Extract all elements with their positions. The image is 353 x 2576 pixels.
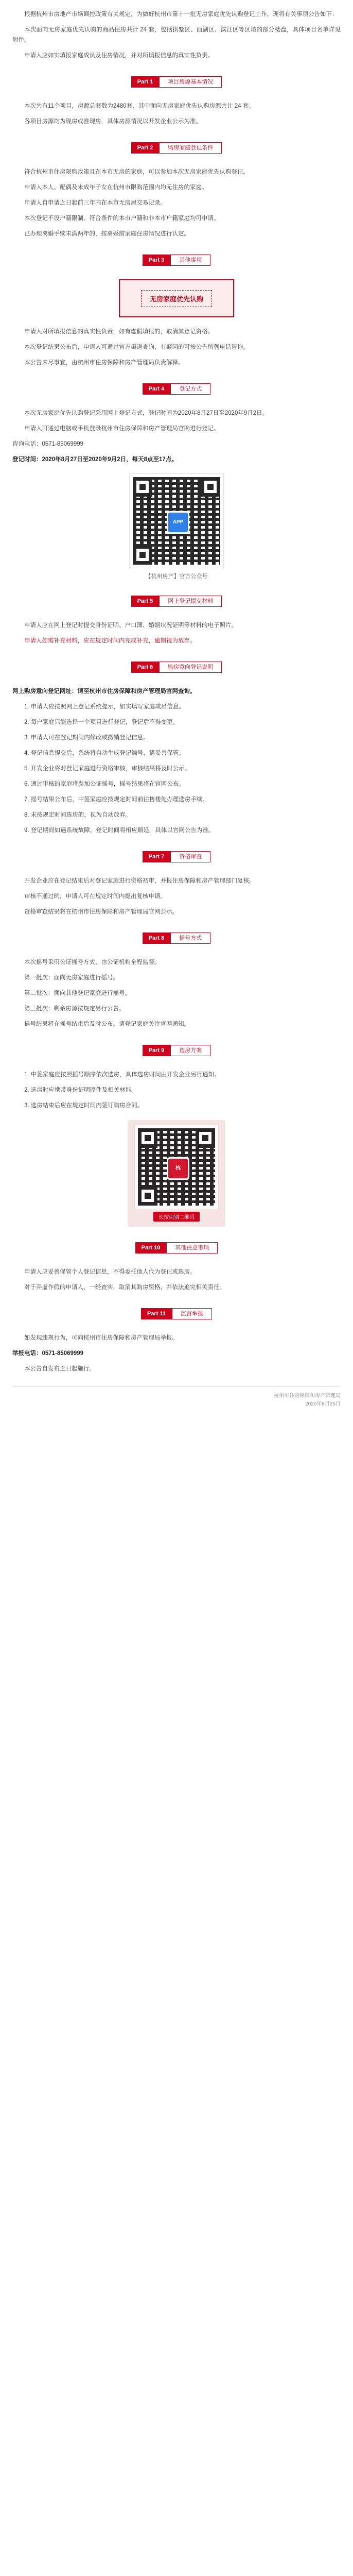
section-paragraph: 开发企业应在登记结束后对登记家庭进行资格初审，并报住房保障和房产管理部门复核。 [24,878,255,884]
section-title: 其他注意事项 [166,1242,218,1253]
section-paragraph: 本次共有11个项目，房源总套数为2480套，其中面向无房家庭优先认购房源共计 24 套。 [24,103,255,109]
intro-paragraph-3: 申请人应如实填报家庭成员及住房情况，并对所填报信息的真实性负责。 [24,53,214,59]
section-title: 其他事项 [170,255,210,266]
section-paragraph: 7. 摇号结果公布后，中签家庭应按规定时间前往售楼处办理选房手续。 [24,796,208,803]
section-tag: Part 1 [131,76,160,88]
section-paragraph: 本次无房家庭优先认购登记采用网上登记方式，登记时间为2020年8月27日至2020年9月2日。 [24,410,269,416]
section-paragraph: 各项目房源均为现房或准现房，具体房源情况以开发企业公示为准。 [24,118,202,125]
section-paragraph: 本次摇号采用公证摇号方式，由公证机构全程监督。 [24,959,161,965]
phone-line: 咨询电话：0571-85069999 [12,441,84,447]
section-tag: Part 2 [131,142,160,154]
section-paragraph: 如发现违规行为，可向杭州市住房保障和房产管理局举报。 [24,1335,178,1341]
section-paragraph: 申请人可通过电脑或手机登录杭州市住房保障和房产管理局官网进行登记。 [24,426,220,432]
qr-code-icon [135,1125,218,1209]
section-paragraph: 本公告未尽事宜，由杭州市住房保障和房产管理局负责解释。 [24,360,184,366]
section-paragraph: 第一批次：面向无房家庭进行摇号。 [24,975,119,981]
brand-logo-icon: 杭 [167,1157,189,1180]
section-paragraph: 1. 申请人应按照网上登记系统提示，如实填写家庭成员信息。 [24,704,185,710]
footer-org: 杭州市住房保障和房产管理局 [274,1393,341,1399]
section-header-part-11 [12,1306,341,1321]
section-tag: Part 3 [143,255,171,266]
section-paragraph: 申请人对所填报信息的真实性负责，如有虚假填报的，取消其登记资格。 [24,329,214,335]
section-paragraph: 2. 每户家庭只能选择一个项目进行登记，登记后不得变更。 [24,719,179,725]
section-paragraph: 申请人应妥善保管个人登记信息，不得委托他人代为登记或选房。 [24,1269,196,1275]
registration-url-line: 网上购房意向登记网址：请至杭州市住房保障和房产管理局官网查询。 [12,688,196,694]
section-tag: Part 5 [131,596,160,607]
section-header-part-3 [12,252,341,268]
section-paragraph: 本次登记结果公布后，申请人可通过官方渠道查询，有疑问的可按公告所列电话咨询。 [24,344,249,350]
section-header-part-1 [12,74,341,90]
follow-qr-card [12,1120,341,1227]
qr-code-icon [130,474,223,568]
section-header-part-6 [12,659,341,675]
section-paragraph: 申请人自申请之日起前三年内在本市无房屋交易记录。 [24,200,166,206]
qr-card [128,1120,225,1227]
section-paragraph: 申请人应在网上登记时提交身份证明、户口簿、婚姻状况证明等材料的电子照片。 [24,622,237,629]
section-tag: Part 10 [135,1242,167,1253]
section-tag: Part 7 [143,851,171,862]
section-header-part-8 [12,930,341,946]
section-title: 项目房源基本情况 [159,76,222,88]
section-paragraph: 8. 未按规定时间选房的，视为自动放弃。 [24,812,132,818]
section-paragraph: 第二批次：面向其他登记家庭进行摇号。 [24,990,131,996]
section-paragraph: 5. 开发企业将对登记家庭进行资格审核，审核结果将及时公示。 [24,766,191,772]
section-header-part-10 [12,1240,341,1256]
section-title: 资格审查 [170,851,210,862]
section-banner-image [119,279,234,317]
section-header-part-2 [12,140,341,156]
banner-text: 无房家庭优先认购 [141,290,212,307]
section-paragraph: 本次登记不设户籍限制，符合条件的本市户籍和非本市户籍家庭均可申请。 [24,215,220,222]
section-tag: Part 4 [143,383,171,395]
section-paragraph: 摇号结果将在摇号结束后及时公布，请登记家庭关注官网通知。 [24,1021,190,1027]
section-paragraph: 本公告自发布之日起施行。 [24,1366,95,1372]
section-tag: Part 11 [141,1308,172,1319]
intro-paragraph-2: 本次面向无房家庭优先认购的商品住房共计 24 套，包括拱墅区、西湖区、滨江区等区域的部分楼盘，具体项目名单详见附件。 [12,27,341,43]
section-title: 购房意向登记说明 [159,662,222,673]
section-tag: Part 9 [143,1045,171,1056]
section-paragraph: 6. 通过审核的家庭将参加公证摇号，摇号结果将在官网公布。 [24,781,185,787]
section-paragraph: 3. 申请人可在登记期间内修改或撤销登记信息。 [24,735,149,741]
app-logo-icon: APP [167,511,189,534]
section-paragraph: 4. 登记信息提交后，系统将自动生成登记编号，请妥善保管。 [24,750,185,756]
section-title: 购房家庭登记条件 [159,142,222,154]
section-paragraph: 1. 中签家庭应按照摇号顺序依次选房，具体选房时间由开发企业另行通知。 [24,1072,220,1078]
section-header-part-5 [12,594,341,609]
section-title: 网上登记提交材料 [159,596,222,607]
intro-paragraph-1: 根据杭州市房地产市场调控政策有关规定，为做好杭州市第十一批无房家庭优先认购登记工作，现将有关事项公告如下： [24,11,338,18]
qr-card-label: 长按识别二维码 [153,1212,200,1222]
section-title: 监督举报 [172,1308,212,1319]
section-header-part-4 [12,381,341,397]
section-tag: Part 8 [143,933,171,944]
section-paragraph: 2. 选房时应携带身份证明原件及相关材料。 [24,1087,137,1093]
section-paragraph: 资格审查结果将在杭州市住房保障和房产管理局官网公示。 [24,909,178,915]
qr-caption: 【杭州房产】官方公众号 [145,573,208,580]
section-header-part-7 [12,849,341,865]
section-paragraph: 申请人本人、配偶及未成年子女在杭州市限购范围内均无住房的家庭。 [24,184,208,191]
section-title: 登记方式 [170,383,210,395]
section-paragraph: 符合杭州市住房限购政策且在本市无房的家庭，可以参加本次无房家庭优先认购登记。 [24,169,249,175]
footer [12,1386,341,1409]
registration-time: 登记时间：2020年8月27日至2020年9月2日，每天8点至17点。 [12,456,178,463]
section-paragraph: 已办理离婚手续未满两年的，按离婚前家庭住房情况进行认定。 [24,231,190,237]
section-paragraph: 第三批次：剩余房源按规定另行公告。 [24,1006,125,1012]
section-paragraph: 9. 登记期间如遇系统故障，登记时间将相应顺延，具体以官网公告为准。 [24,827,215,834]
report-phone: 举报电话：0571-85069999 [12,1350,84,1357]
section-tag: Part 6 [131,662,160,673]
section-header-part-9 [12,1043,341,1058]
section-title: 摇号方式 [170,933,210,944]
section-paragraph: 对于弄虚作假的申请人，一经查实，取消其购房资格，并依法追究相关责任。 [24,1284,225,1291]
section-title: 选房方案 [170,1045,210,1056]
section-paragraph: 申请人如需补充材料，应在规定时间内完成补充，逾期视为放弃。 [24,638,196,644]
footer-date: 2020年8月25日 [305,1401,341,1407]
section-paragraph: 审核不通过的，申请人可在规定时间内提出复核申请。 [24,893,166,900]
section-paragraph: 3. 选房结束后应在规定时间内签订购房合同。 [24,1103,144,1109]
official-account-qr [12,474,341,580]
